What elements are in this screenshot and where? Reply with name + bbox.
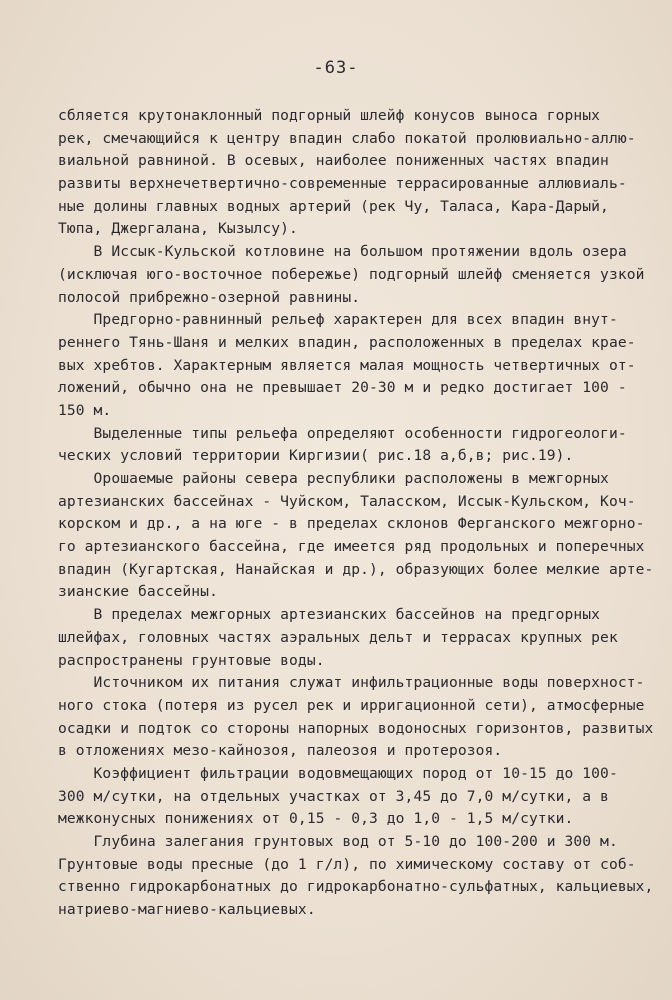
text-line: В Иссык-Кульской котловине на большом протяжении вдоль озера: [58, 243, 627, 261]
text-line: вых хребтов. Характерным является малая мощность четвертичных от-: [58, 356, 636, 374]
text-line: Орошаемые районы севера республики расположены в межгорных: [58, 470, 609, 487]
text-line: ного стока (потеря из русел рек и ирригационной сети), атмосферные: [58, 696, 645, 714]
text-line: осадки и подток со стороны напорных водоносных горизонтов, развитых: [58, 719, 654, 737]
text-line: развиты верхнечетвертично-современные террасированные аллювиаль-: [58, 175, 627, 193]
text-line: Коэффициент фильтрации водовмещающих пород от 10-15 до 100-: [58, 764, 618, 782]
body-text: [58, 105, 658, 922]
text-line: ложений, обычно она не превышает 20-30 м и редко достигает 100 -: [58, 379, 627, 397]
text-line: Источником их питания служат инфильтрационные воды поверхност-: [58, 674, 645, 692]
text-line: рек, смечающийся к центру впадин слабо покатой пролювиально-аллю-: [58, 129, 636, 147]
text-line: артезианских бассейнах - Чуйском, Таласском, Иссык-Кульском, Коч-: [58, 492, 636, 510]
text-line: Глубина залегания грунтовых вод от 5-10 до 100-200 и 300 м.: [58, 833, 618, 850]
text-line: зианские бассейны.: [58, 583, 218, 601]
text-line: 150 м.: [58, 401, 112, 419]
text-line: В пределах межгорных артезианских бассейнов на предгорных: [58, 606, 601, 624]
text-line: ческих условий территории Киргизии( рис.18 а,б,в; рис.19).: [58, 447, 574, 465]
text-line: Выделенные типы рельефа определяют особенности гидрогеологи-: [58, 424, 627, 442]
text-line: Предгорно-равнинный рельеф характерен для всех впадин внут-: [58, 311, 618, 329]
text-line: реннего Тянь-Шаня и мелких впадин, расположенных в пределах крае-: [58, 333, 636, 351]
text-line: Тюпа, Джергалана, Кызылсу).: [58, 220, 298, 238]
text-line: шлейфах, головных частях аэральных дельт и террасах крупных рек: [58, 628, 618, 646]
text-line: полосой прибрежно-озерной равнины.: [58, 288, 361, 306]
text-line: Грунтовые воды пресные (до 1 г/л), по химическому составу от соб-: [58, 855, 636, 873]
text-line: корском и др., а на юге - в пределах склонов Ферганского межгорно-: [58, 515, 645, 533]
text-line: натриево-магниево-кальциевых.: [58, 901, 316, 919]
text-line: впадин (Кугартская, Нанайская и др.), образующих более мелкие арте-: [58, 560, 654, 578]
page-number: -63-: [313, 58, 359, 78]
text-line: в отложениях мезо-кайнозоя, палеозоя и протерозоя.: [58, 742, 503, 760]
text-line: межконусных понижениях от 0,15 - 0,3 до 1,0 - 1,5 м/сутки.: [58, 810, 574, 828]
text-line: го артезианского бассейна, где имеется ряд продольных и поперечных: [58, 538, 645, 556]
text-line: 300 м/сутки, на отдельных участках от 3,45 до 7,0 м/сутки, а в: [58, 787, 609, 805]
text-line: ственно гидрокарбонатных до гидрокарбонатно-сульфатных, кальциевых,: [58, 878, 654, 896]
text-line: распространены грунтовые воды.: [58, 651, 325, 669]
text-line: сбляется крутонаклонный подгорный шлейф конусов выноса горных: [58, 107, 601, 124]
text-line: ные долины главных водных артерий (рек Чу, Таласа, Кара-Дарый,: [58, 197, 609, 215]
text-line: (исключая юго-восточное побережье) подгорный шлейф сменяется узкой: [58, 265, 645, 283]
text-line: виальной равниной. В осевых, наиболее пониженных частях впадин: [58, 152, 609, 170]
